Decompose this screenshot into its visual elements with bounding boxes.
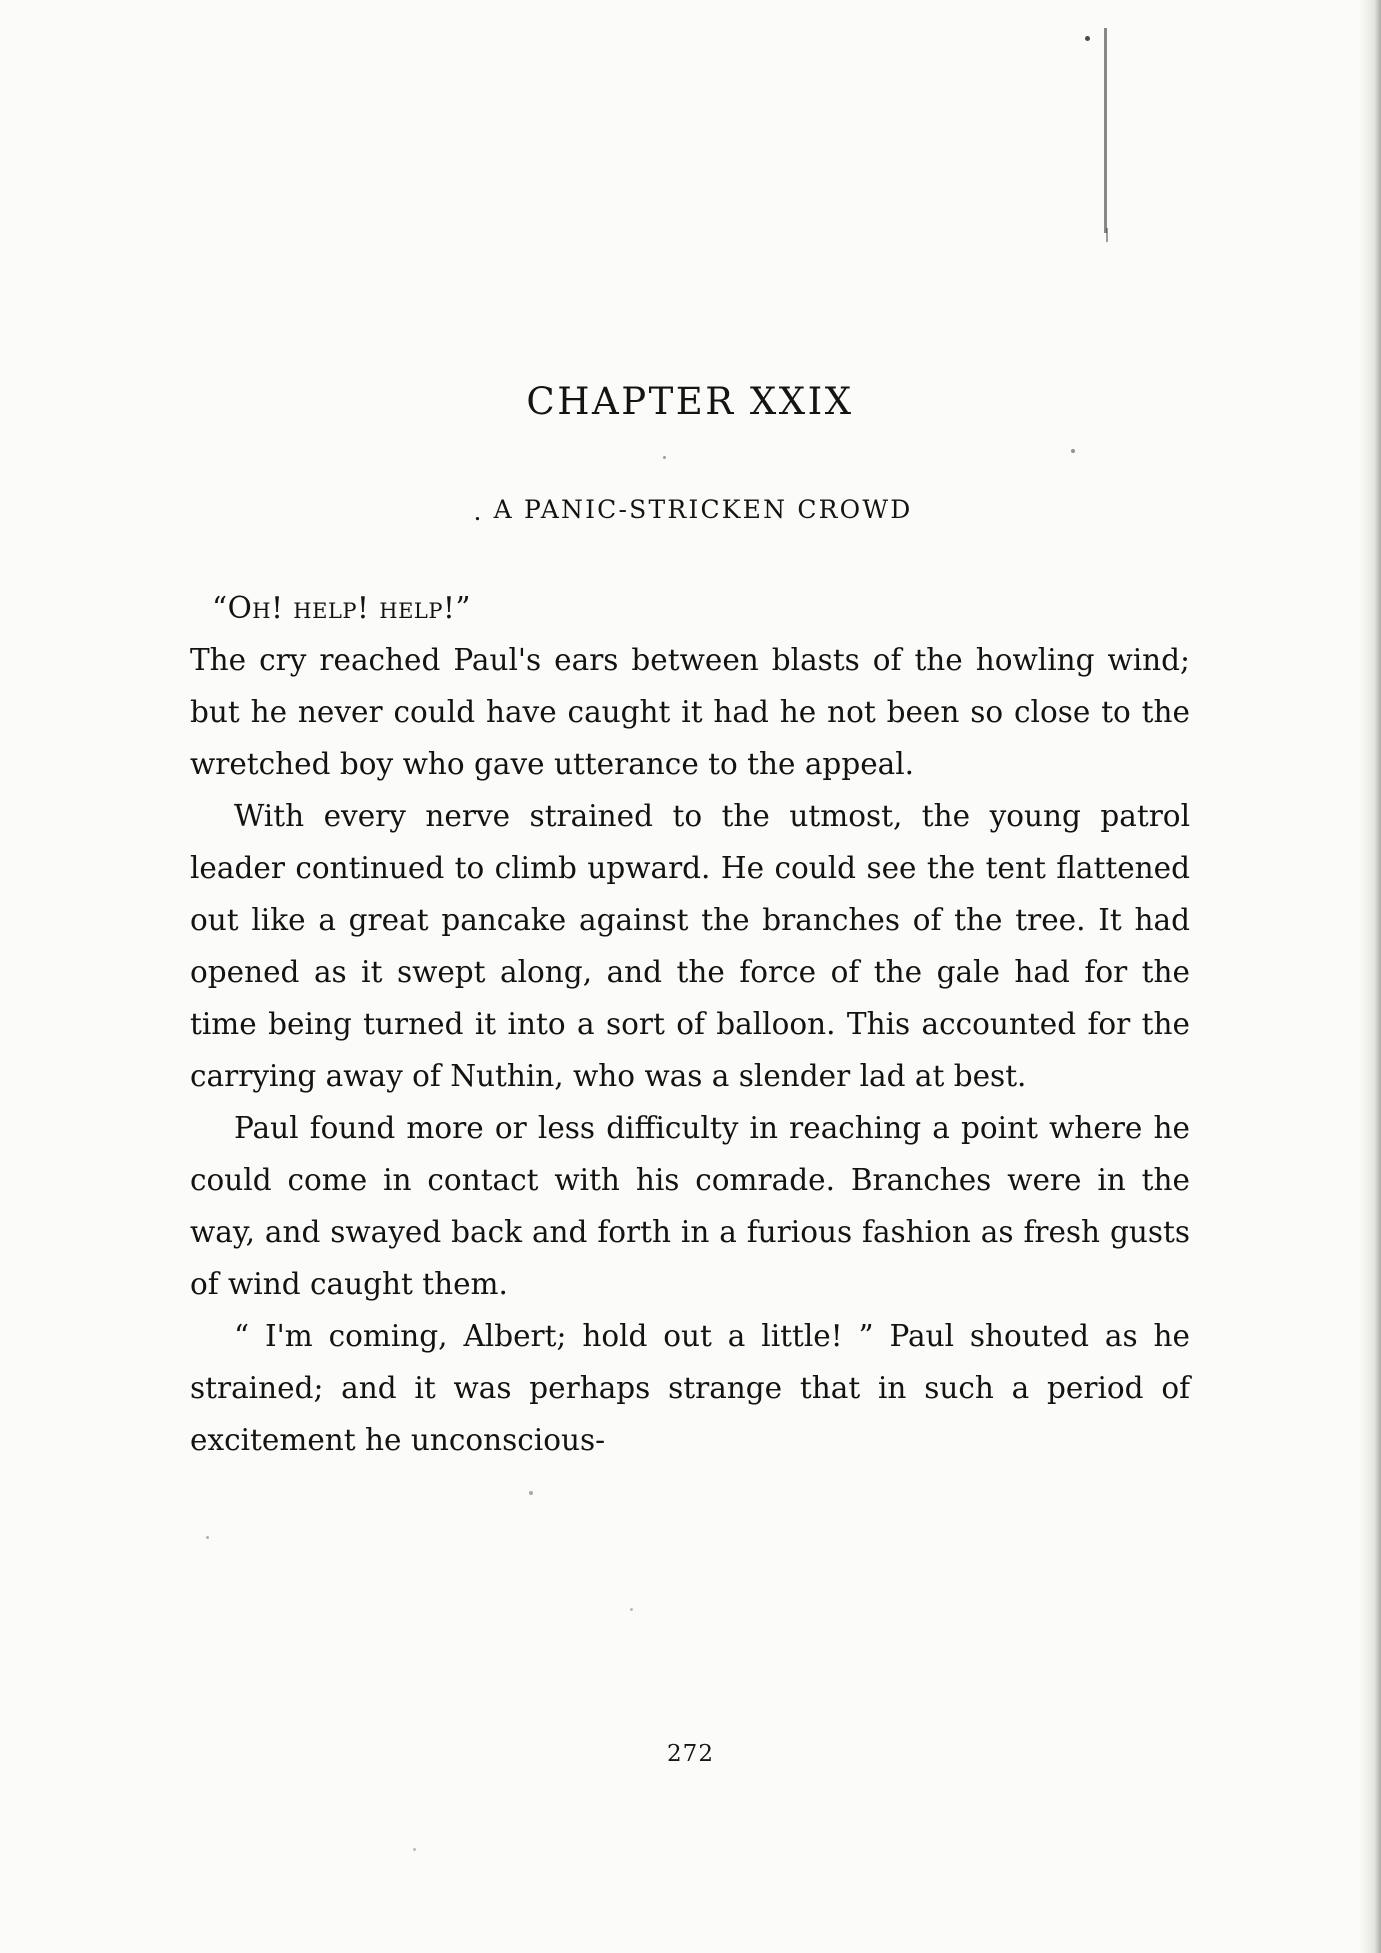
scan-artifact-line bbox=[1104, 28, 1107, 233]
chapter-subtitle bbox=[190, 495, 1190, 526]
paragraph-4: Paul found more or less difficulty in reaching a point where he could come in contact with his comrade. Branches were in the way, and swayed back and forth in a furious fashion as fresh gusts of wind caught them. bbox=[190, 1111, 1190, 1301]
scan-artifact-dot bbox=[1085, 36, 1090, 41]
page-number: 272 bbox=[667, 1741, 714, 1767]
page-content bbox=[190, 380, 1190, 1466]
paragraph-3: With every nerve strained to the utmost, the young patrol leader continued to climb upward. He could see the tent flattened out like a great pancake against the branches of the tree. It had opened as it swept along, and the force of the gale had for the time being turned it into a sort of balloon. This accounted for the carrying away of Nuthin, who was a slender lad at best. bbox=[190, 799, 1190, 1093]
subtitle-leading-mark: . bbox=[473, 497, 484, 526]
scan-artifact-tick bbox=[1106, 228, 1108, 242]
scan-speck bbox=[413, 1848, 416, 1851]
scan-edge-shadow bbox=[1359, 0, 1381, 1953]
paragraph-5: “ I'm coming, Albert; hold out a little! ” Paul shouted as he strained; and it was perhaps strange that in such a period of excitement he unconscious- bbox=[190, 1319, 1190, 1457]
chapter-heading: CHAPTER XXIX bbox=[526, 380, 854, 423]
paragraph-1: “Oh! help! help!” bbox=[212, 591, 471, 625]
scan-speck bbox=[630, 1608, 633, 1611]
chapter-subtitle-text: A PANIC-STRICKEN CROWD bbox=[493, 495, 913, 524]
body-text bbox=[190, 582, 1190, 1466]
scan-speck bbox=[529, 1491, 533, 1495]
scan-speck bbox=[206, 1536, 209, 1539]
paragraph-2: The cry reached Paul's ears between blasts of the howling wind; but he never could have caught it had he not been so close to the wretched boy who gave utterance to the appeal. bbox=[190, 643, 1190, 781]
